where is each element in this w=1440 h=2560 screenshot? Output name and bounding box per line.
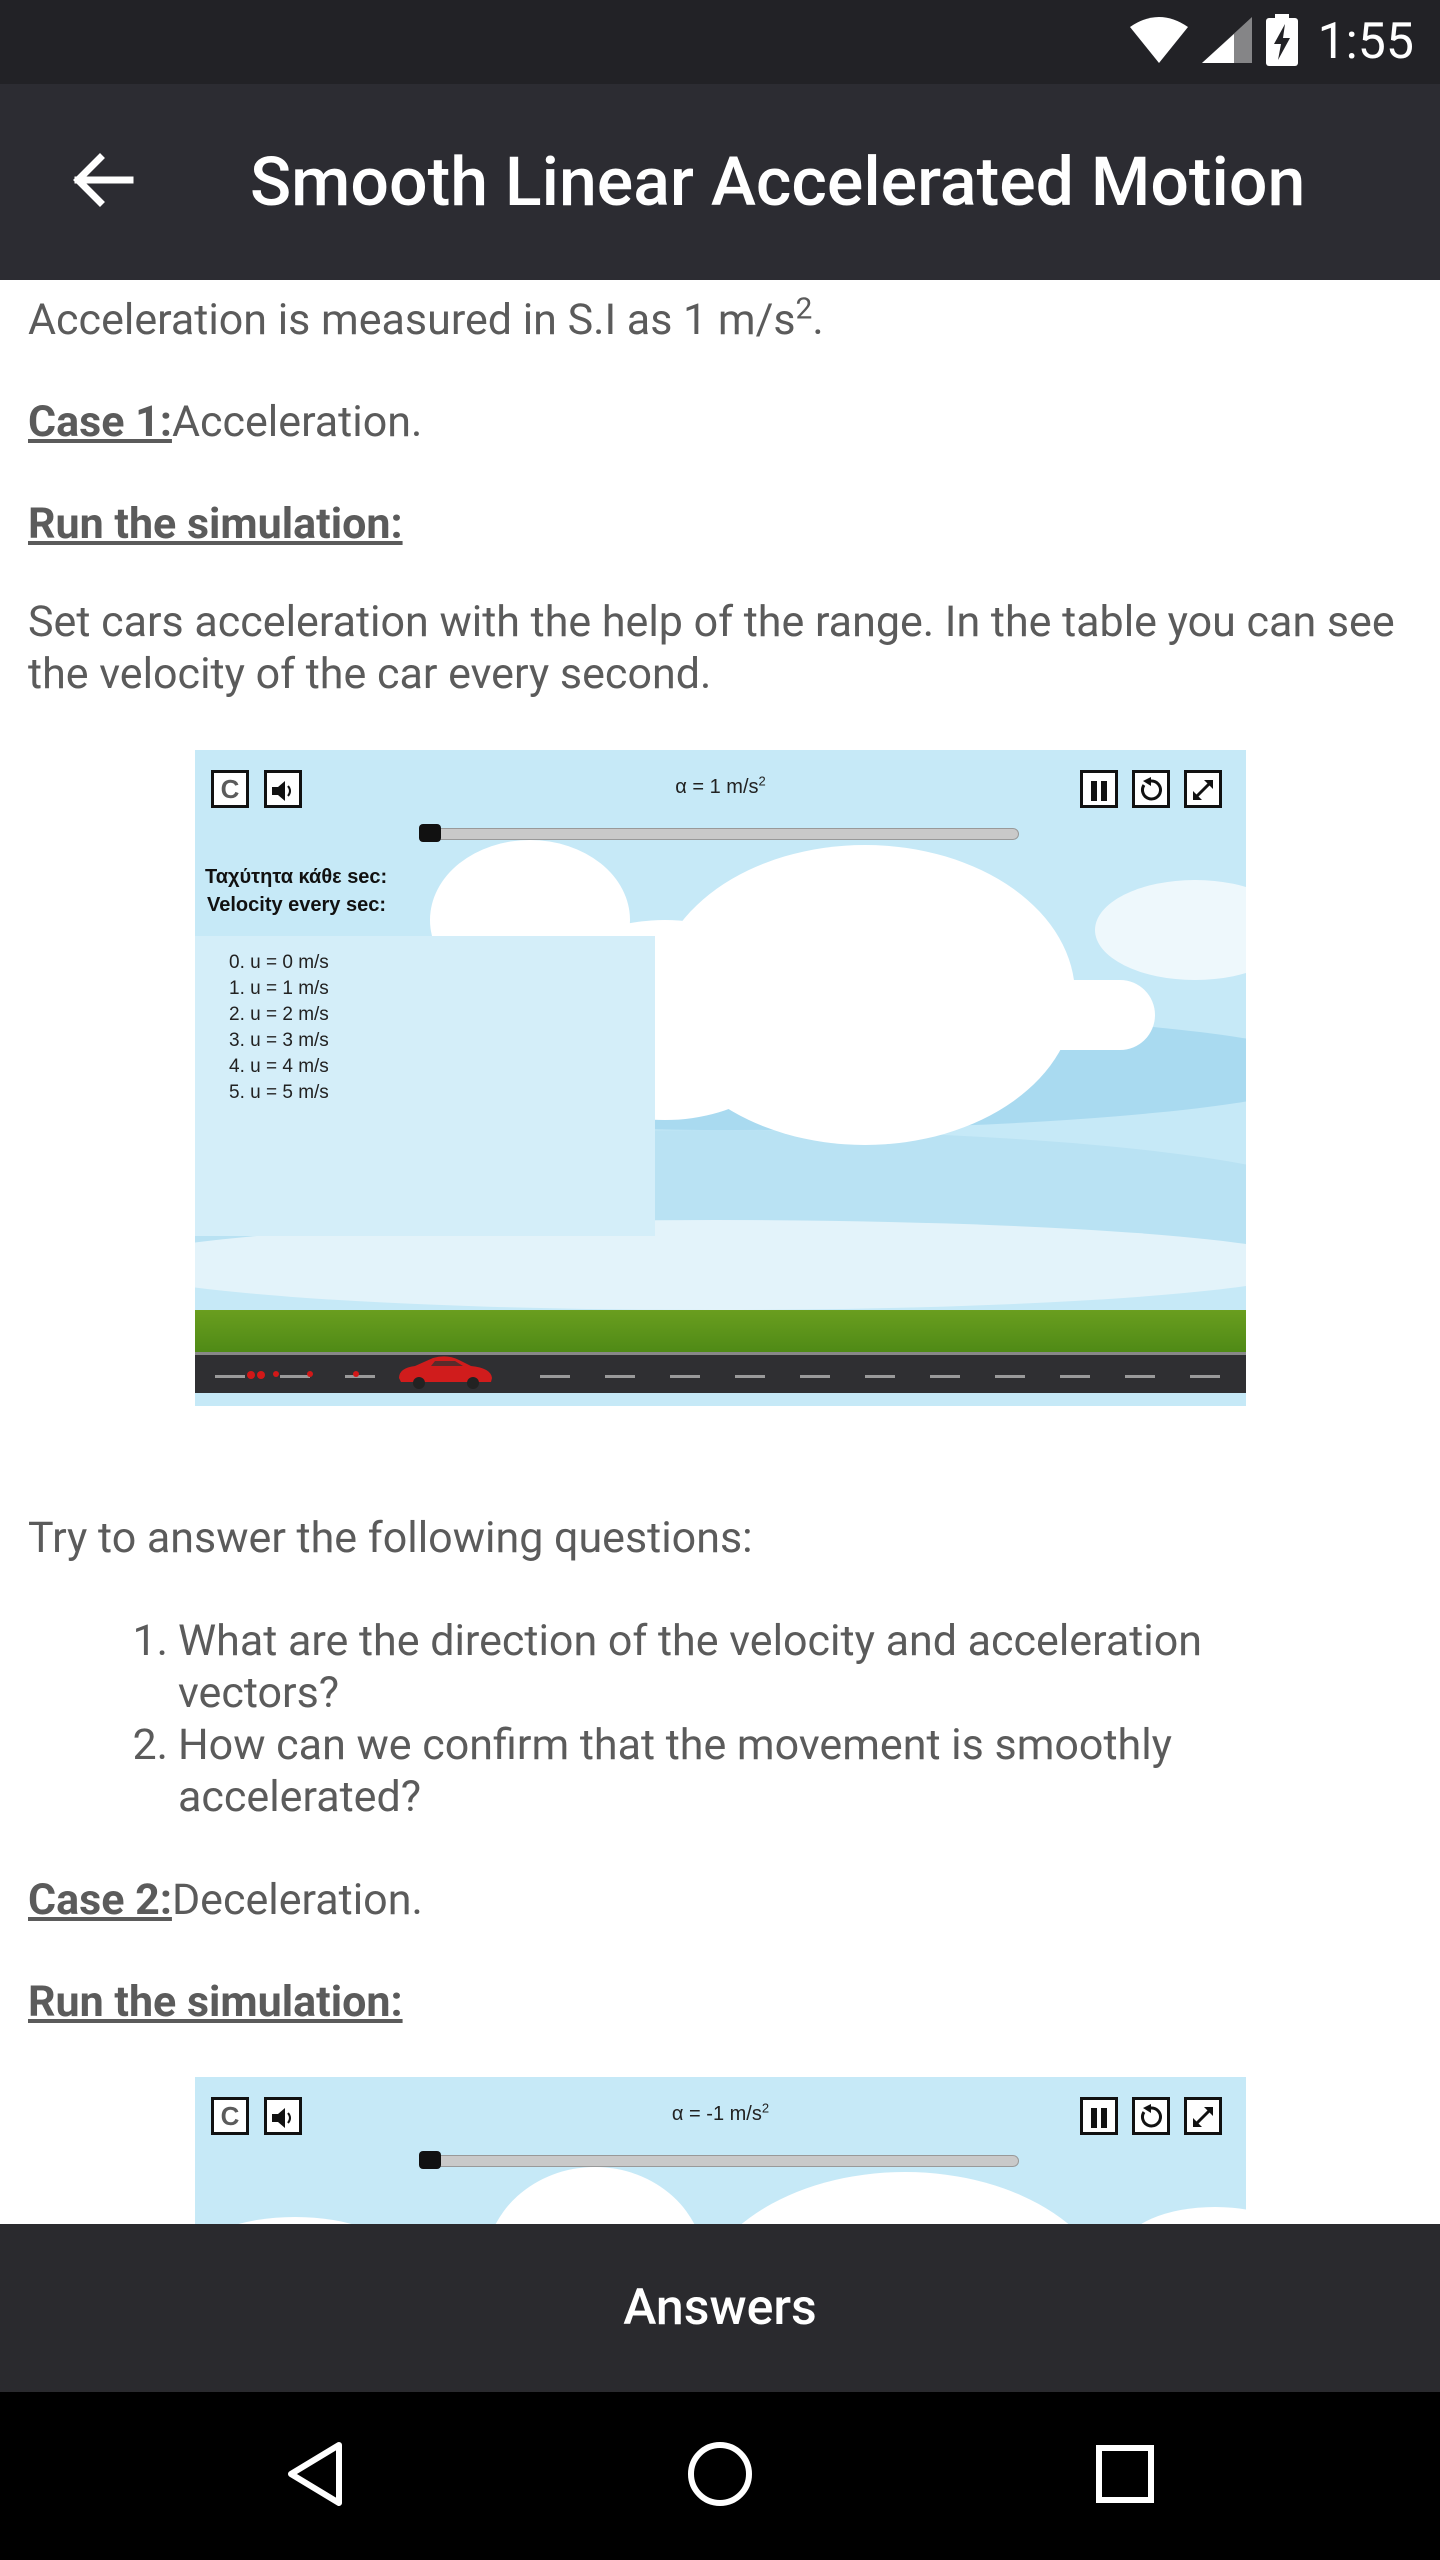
cloud: [1095, 880, 1246, 980]
question-item: [120, 1719, 1278, 1823]
case2-line: [28, 1874, 1418, 1926]
case2-label: Case 2:: [28, 1875, 172, 1925]
slider-thumb[interactable]: [419, 824, 441, 842]
back-button[interactable]: [52, 132, 152, 232]
battery-charging-icon: [1266, 14, 1298, 70]
trail-dot: [353, 1371, 359, 1377]
intro-text: [28, 291, 1418, 346]
case1-label: Case 1:: [28, 397, 172, 447]
c-label: C: [220, 773, 240, 804]
acceleration-value: [195, 2100, 1246, 2126]
intro-prefix: Acceleration is measured in S.I as 1 m/s: [28, 295, 796, 345]
instructions-text: Set cars acceleration with the help of the range. In the table you can see the velocity of the car every second.: [28, 597, 1395, 699]
status-time: 1:55: [1317, 13, 1414, 71]
nav-recents-button[interactable]: [1075, 2426, 1175, 2526]
status-bar: [0, 0, 1440, 84]
car-icon: [395, 1351, 495, 1401]
cell-signal-icon: [1202, 17, 1252, 67]
velocity-label-english: Velocity every sec:: [207, 894, 387, 916]
arrow-back-icon: [70, 152, 134, 212]
question-number: 1.: [132, 1616, 168, 1666]
road-dash: [800, 1375, 830, 1378]
recents-square-icon: [1095, 2444, 1155, 2508]
question-text: What are the direction of the velocity and acceleration vectors?: [178, 1616, 1203, 1718]
app-bar: [0, 84, 1440, 280]
velocity-row: 2. u = 2 m/s: [229, 1004, 329, 1025]
home-circle-icon: [687, 2441, 753, 2511]
velocity-row: 4. u = 4 m/s: [229, 1056, 329, 1077]
velocity-table: [229, 950, 329, 1106]
road-dash: [605, 1375, 635, 1378]
road: [195, 1352, 1246, 1393]
status-icons: [1130, 12, 1414, 72]
simulation-2[interactable]: [195, 2077, 1246, 2224]
nav-back-button[interactable]: [265, 2426, 365, 2526]
velocity-row: 0. u = 0 m/s: [229, 952, 329, 973]
content-scroll[interactable]: [0, 280, 1440, 2224]
road-dash: [735, 1375, 765, 1378]
acceleration-slider[interactable]: [421, 828, 1019, 840]
velocity-row: 5. u = 5 m/s: [229, 1082, 329, 1103]
slider-thumb[interactable]: [419, 2151, 441, 2169]
road-dash: [280, 1375, 310, 1378]
run-simulation-1: Run the simulation:: [28, 499, 403, 549]
simulation-1[interactable]: [195, 750, 1246, 1406]
case1-line: [28, 396, 1418, 448]
wifi-icon: [1130, 17, 1188, 67]
answers-button[interactable]: Answers: [0, 2224, 1440, 2392]
road-dash: [1060, 1375, 1090, 1378]
run-simulation-2: Run the simulation:: [28, 1977, 403, 2027]
velocity-label-greek: Ταχύτητα κάθε sec:: [205, 866, 388, 888]
road-dash: [540, 1375, 570, 1378]
cloud: [1125, 2207, 1246, 2224]
road-dash: [995, 1375, 1025, 1378]
road-dash: [670, 1375, 700, 1378]
cloud: [695, 2172, 1115, 2224]
c-label: C: [220, 2100, 240, 2131]
try-text: Try to answer the following questions:: [28, 1513, 753, 1563]
case2-text: Deceleration.: [171, 1875, 423, 1925]
back-triangle-icon: [285, 2441, 345, 2511]
alpha-text: α = -1 m/s: [671, 2103, 762, 2125]
trail-dot: [307, 1371, 313, 1377]
alpha-sup: 2: [761, 2100, 770, 2116]
question-text: How can we confirm that the movement is smoothly accelerated?: [178, 1720, 1172, 1822]
road-dash: [930, 1375, 960, 1378]
grass: [195, 1310, 1246, 1352]
road-dash: [1125, 1375, 1155, 1378]
case1-text: Acceleration.: [171, 397, 423, 447]
road-dash: [865, 1375, 895, 1378]
trail-dot: [273, 1371, 279, 1377]
cloud: [485, 2167, 705, 2224]
velocity-row: 1. u = 1 m/s: [229, 978, 329, 999]
cloud: [195, 2217, 395, 2224]
trail-dot: [247, 1371, 255, 1379]
intro-sup: 2: [795, 291, 813, 327]
road-dash: [345, 1375, 375, 1378]
acceleration-slider[interactable]: [421, 2155, 1019, 2167]
question-number: 2.: [132, 1720, 168, 1770]
road-dash: [215, 1375, 245, 1378]
question-item: [120, 1615, 1278, 1719]
trail-dot: [257, 1371, 265, 1379]
intro-suffix: .: [812, 295, 824, 345]
acceleration-value: [195, 773, 1246, 799]
alpha-sup: 2: [758, 773, 766, 789]
questions-list: [120, 1615, 1278, 1823]
page-title: Smooth Linear Accelerated Motion: [250, 142, 1306, 222]
velocity-row: 3. u = 3 m/s: [229, 1030, 329, 1051]
road-dash: [1190, 1375, 1220, 1378]
alpha-text: α = 1 m/s: [675, 776, 759, 798]
nav-home-button[interactable]: [670, 2426, 770, 2526]
navigation-bar: [0, 2392, 1440, 2560]
